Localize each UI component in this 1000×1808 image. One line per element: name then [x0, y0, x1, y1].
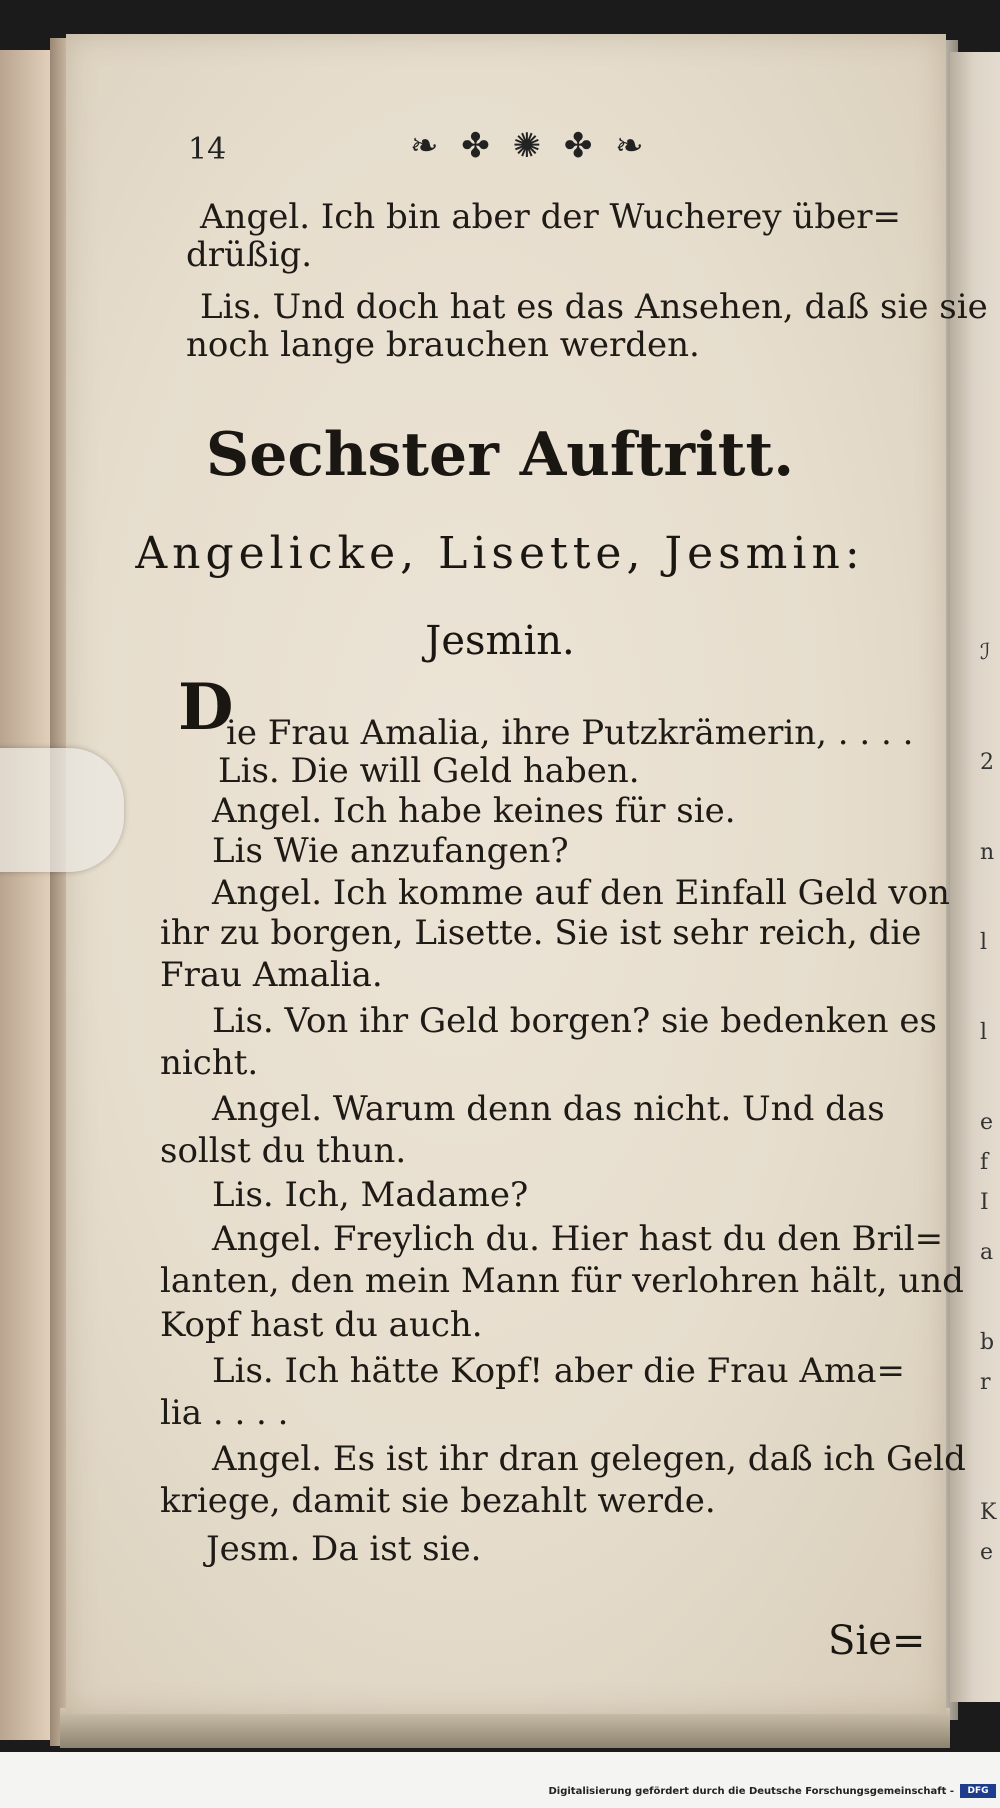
- text-line: Frau Amalia.: [160, 955, 383, 995]
- text-line: nicht.: [160, 1043, 259, 1083]
- text-line: Lis. Und doch hat es das Ansehen, daß sie sie: [200, 287, 988, 327]
- text-line: Angel. Es ist ihr dran gelegen, daß ich Geld: [212, 1439, 966, 1479]
- text-line: lanten, den mein Mann für verlohren hält, und: [160, 1261, 964, 1301]
- text-line: sollst du thun.: [160, 1131, 407, 1171]
- catchword: Sie=: [828, 1618, 926, 1664]
- text-line: Angel. Ich habe keines für sie.: [212, 791, 736, 831]
- text-line: ie Frau Amalia, ihre Putzkrämerin, . . . .: [226, 713, 914, 753]
- page-clip: [0, 748, 124, 872]
- text-line: Angel. Ich bin aber der Wucherey über=: [200, 197, 901, 237]
- page-bottom-shadow: [60, 1708, 950, 1748]
- text-line: kriege, damit sie bezahlt werde.: [160, 1481, 716, 1521]
- page-number: 14: [188, 132, 227, 167]
- margin-letter: l: [980, 930, 988, 955]
- margin-letter: K: [980, 1500, 997, 1525]
- margin-letter: I: [980, 1190, 989, 1215]
- dfg-logo: DFG: [960, 1784, 996, 1798]
- text-line: lia . . . .: [160, 1393, 289, 1433]
- text-line: Lis. Die will Geld haben.: [218, 751, 640, 791]
- text-line: Lis Wie anzufangen?: [212, 831, 569, 871]
- text-line: noch lange brauchen werden.: [186, 325, 700, 365]
- text-line: Jesm. Da ist sie.: [206, 1529, 482, 1569]
- margin-letter: e: [980, 1540, 994, 1565]
- footer-bar: [0, 1752, 1000, 1808]
- header-ornament: ❧ ✤ ✺ ✤ ❧: [410, 126, 650, 166]
- text-line: Kopf hast du auch.: [160, 1305, 483, 1345]
- speaker-name: Jesmin.: [425, 618, 575, 664]
- digitization-credit: Digitalisierung gefördert durch die Deutsche Forschungsgemeinschaft -: [548, 1786, 954, 1797]
- text-line: Angel. Warum denn das nicht. Und das: [212, 1089, 885, 1129]
- text-line: Angel. Freylich du. Hier hast du den Bril=: [212, 1219, 944, 1259]
- margin-letter: b: [980, 1330, 995, 1355]
- margin-letter: 2: [980, 750, 994, 775]
- text-line: Lis. Ich hätte Kopf! aber die Frau Ama=: [212, 1351, 906, 1391]
- text-line: ihr zu borgen, Lisette. Sie ist sehr reich, die: [160, 913, 922, 953]
- margin-letter: l: [980, 1020, 988, 1045]
- drop-cap: D: [178, 670, 234, 745]
- margin-letter: ℐ: [980, 640, 991, 665]
- margin-letter: r: [980, 1370, 991, 1395]
- text-line: drüßig.: [186, 235, 313, 275]
- margin-letter: e: [980, 1110, 994, 1135]
- margin-letter: f: [980, 1150, 989, 1175]
- margin-letter: n: [980, 840, 995, 865]
- text-line: Angel. Ich komme auf den Einfall Geld von: [212, 873, 950, 913]
- scene-heading: Sechster Auftritt.: [205, 420, 795, 490]
- character-list: Angelicke, Lisette, Jesmin:: [135, 528, 865, 579]
- margin-letter: a: [980, 1240, 994, 1265]
- text-line: Lis. Von ihr Geld borgen? sie bedenken es: [212, 1001, 937, 1041]
- text-line: Lis. Ich, Madame?: [212, 1175, 529, 1215]
